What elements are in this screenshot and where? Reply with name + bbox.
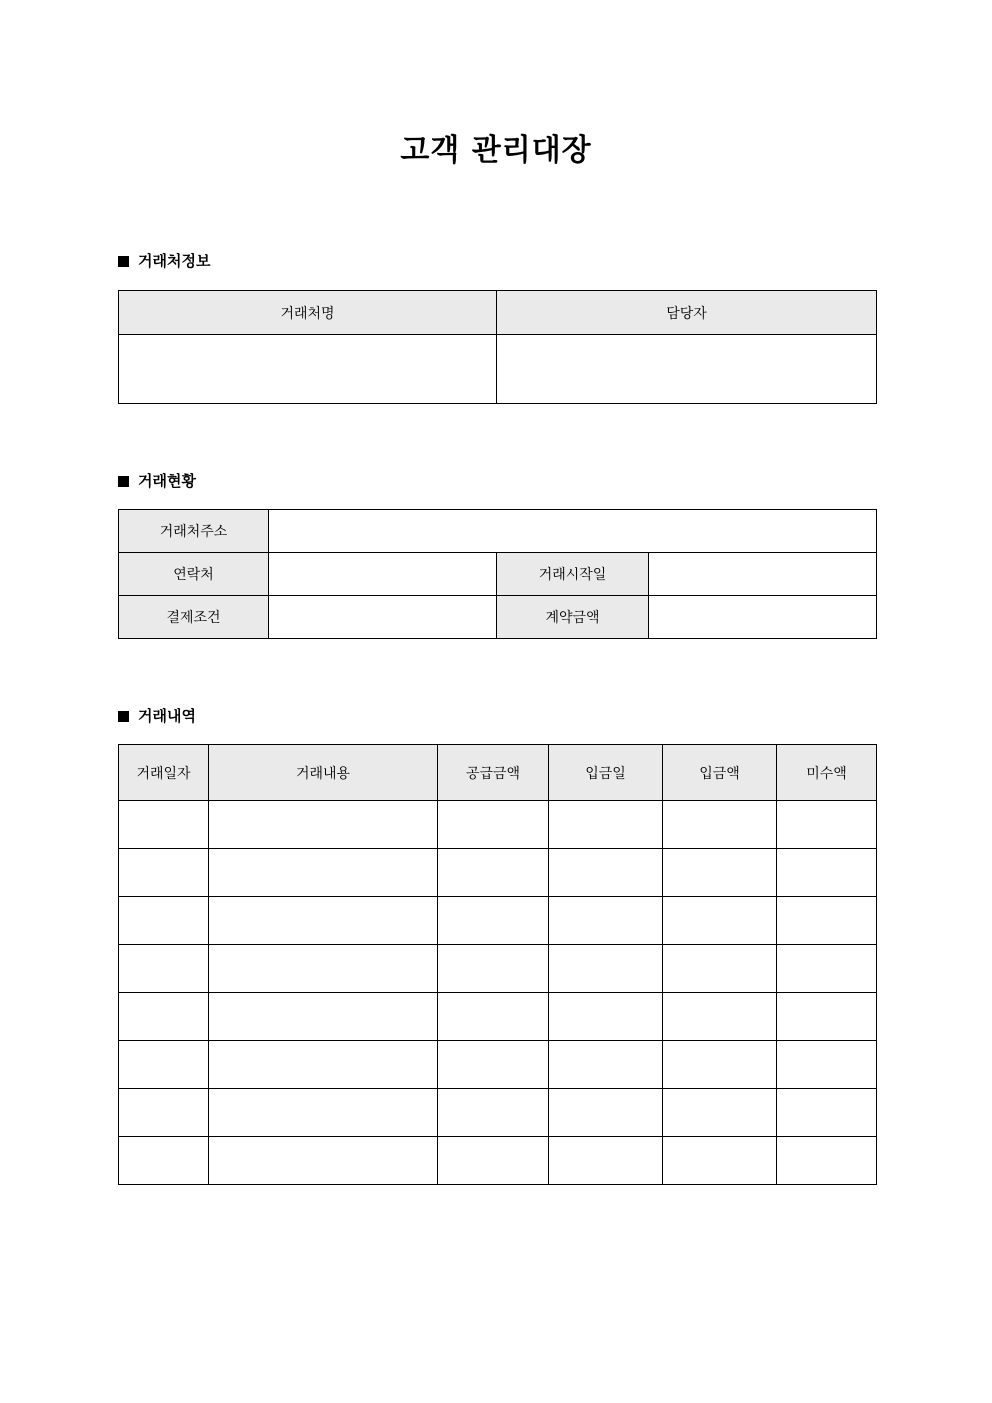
table-row xyxy=(119,1041,877,1089)
cell-detail[interactable] xyxy=(209,1041,438,1089)
section-heading-client-info xyxy=(118,254,210,269)
table-row-contact xyxy=(119,553,877,596)
cell-deposit-date[interactable] xyxy=(549,1089,663,1137)
cell-date[interactable] xyxy=(119,801,209,849)
row-label-address: 거래처주소 xyxy=(119,510,269,553)
transaction-status-table xyxy=(118,509,877,639)
cell-outstanding[interactable] xyxy=(777,849,877,897)
table-row xyxy=(119,801,877,849)
table-row xyxy=(119,335,877,404)
cell-deposit-amount[interactable] xyxy=(663,897,777,945)
cell-supply-amount[interactable] xyxy=(438,897,549,945)
transaction-history-body xyxy=(119,801,877,1185)
cell-outstanding[interactable] xyxy=(777,1137,877,1185)
cell-manager[interactable] xyxy=(497,335,877,404)
filled-square-bullet-icon xyxy=(118,476,129,487)
column-header-deposit-amount: 입금액 xyxy=(663,745,777,801)
table-row xyxy=(119,945,877,993)
cell-address-value[interactable] xyxy=(269,510,877,553)
section-heading-transaction-history xyxy=(118,709,196,724)
cell-outstanding[interactable] xyxy=(777,1041,877,1089)
cell-outstanding[interactable] xyxy=(777,801,877,849)
section-heading-label: 거래현황 xyxy=(138,472,196,490)
cell-payment-terms-value[interactable] xyxy=(269,596,497,639)
cell-deposit-amount[interactable] xyxy=(663,945,777,993)
cell-date[interactable] xyxy=(119,945,209,993)
cell-supply-amount[interactable] xyxy=(438,945,549,993)
table-row xyxy=(119,1089,877,1137)
cell-detail[interactable] xyxy=(209,993,438,1041)
row-label-contract-amount: 계약금액 xyxy=(497,596,649,639)
cell-date[interactable] xyxy=(119,1137,209,1185)
cell-outstanding[interactable] xyxy=(777,993,877,1041)
cell-date[interactable] xyxy=(119,1089,209,1137)
column-header-outstanding: 미수액 xyxy=(777,745,877,801)
cell-client-name[interactable] xyxy=(119,335,497,404)
row-label-payment-terms: 결제조건 xyxy=(119,596,269,639)
cell-deposit-date[interactable] xyxy=(549,801,663,849)
section-heading-label: 거래내역 xyxy=(138,707,196,725)
cell-date[interactable] xyxy=(119,993,209,1041)
cell-supply-amount[interactable] xyxy=(438,1089,549,1137)
cell-detail[interactable] xyxy=(209,801,438,849)
cell-deposit-amount[interactable] xyxy=(663,1137,777,1185)
column-header-client-name: 거래처명 xyxy=(119,291,497,335)
cell-detail[interactable] xyxy=(209,849,438,897)
cell-deposit-amount[interactable] xyxy=(663,1041,777,1089)
cell-detail[interactable] xyxy=(209,945,438,993)
cell-deposit-date[interactable] xyxy=(549,1137,663,1185)
cell-deposit-amount[interactable] xyxy=(663,849,777,897)
column-header-detail: 거래내용 xyxy=(209,745,438,801)
cell-contact-value[interactable] xyxy=(269,553,497,596)
cell-date[interactable] xyxy=(119,1041,209,1089)
cell-date[interactable] xyxy=(119,897,209,945)
column-header-supply-amount: 공급금액 xyxy=(438,745,549,801)
cell-detail[interactable] xyxy=(209,1089,438,1137)
cell-deposit-amount[interactable] xyxy=(663,1089,777,1137)
cell-supply-amount[interactable] xyxy=(438,1041,549,1089)
filled-square-bullet-icon xyxy=(118,256,129,267)
page-title: 고객 관리대장 xyxy=(400,133,592,168)
cell-deposit-amount[interactable] xyxy=(663,801,777,849)
row-label-start-date: 거래시작일 xyxy=(497,553,649,596)
cell-detail[interactable] xyxy=(209,897,438,945)
cell-deposit-date[interactable] xyxy=(549,849,663,897)
table-row xyxy=(119,897,877,945)
cell-deposit-date[interactable] xyxy=(549,1041,663,1089)
cell-outstanding[interactable] xyxy=(777,945,877,993)
cell-supply-amount[interactable] xyxy=(438,1137,549,1185)
section-heading-label: 거래처정보 xyxy=(138,252,211,270)
table-row xyxy=(119,849,877,897)
table-header-row xyxy=(119,291,877,335)
column-header-manager: 담당자 xyxy=(497,291,877,335)
cell-detail[interactable] xyxy=(209,1137,438,1185)
cell-deposit-date[interactable] xyxy=(549,897,663,945)
filled-square-bullet-icon xyxy=(118,711,129,722)
table-header-row xyxy=(119,745,877,801)
section-heading-transaction-status xyxy=(118,474,196,489)
cell-date[interactable] xyxy=(119,849,209,897)
column-header-deposit-date: 입금일 xyxy=(549,745,663,801)
cell-supply-amount[interactable] xyxy=(438,849,549,897)
table-row-payment-terms xyxy=(119,596,877,639)
cell-deposit-date[interactable] xyxy=(549,945,663,993)
cell-supply-amount[interactable] xyxy=(438,801,549,849)
transaction-history-table xyxy=(118,744,877,1185)
row-label-contact: 연락처 xyxy=(119,553,269,596)
cell-outstanding[interactable] xyxy=(777,1089,877,1137)
client-info-table xyxy=(118,290,877,404)
column-header-date: 거래일자 xyxy=(119,745,209,801)
table-row xyxy=(119,993,877,1041)
table-row-address xyxy=(119,510,877,553)
cell-start-date-value[interactable] xyxy=(649,553,877,596)
table-row xyxy=(119,1137,877,1185)
cell-outstanding[interactable] xyxy=(777,897,877,945)
cell-contract-amount-value[interactable] xyxy=(649,596,877,639)
cell-deposit-date[interactable] xyxy=(549,993,663,1041)
cell-deposit-amount[interactable] xyxy=(663,993,777,1041)
cell-supply-amount[interactable] xyxy=(438,993,549,1041)
